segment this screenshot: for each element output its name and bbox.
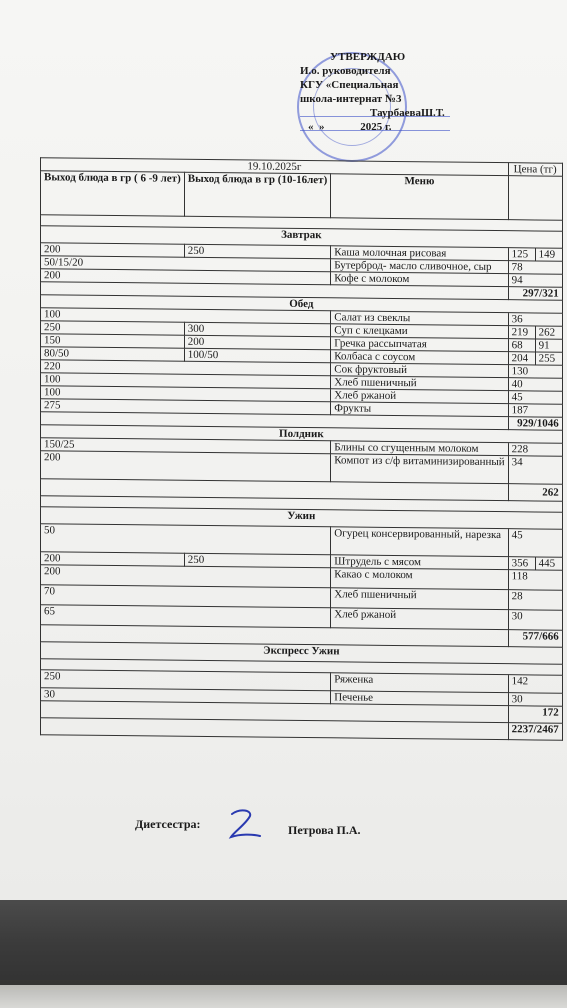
price-young: 45 — [508, 529, 562, 558]
price-header: Цена (тг) — [508, 163, 562, 177]
section-total: 262 — [508, 484, 562, 502]
portion-older: 250 — [184, 244, 331, 259]
price-young: 204 — [508, 352, 535, 365]
price-young: 356 — [508, 557, 535, 570]
grand-total: 2237/2467 — [508, 723, 562, 741]
price-young: 30 — [508, 610, 562, 631]
portion-young: 100 — [41, 373, 331, 389]
dish-name: Колбаса с соусом — [331, 350, 508, 365]
section-title: Обед — [41, 295, 563, 313]
price-older: 445 — [535, 557, 562, 570]
section-title: Ужин — [41, 507, 563, 529]
section-total: 929/1046 — [508, 417, 562, 431]
section-total: 172 — [508, 706, 562, 724]
menu-header: Меню — [331, 174, 508, 220]
signature-icon — [226, 806, 266, 842]
menu-date: 19.10.2025г — [41, 158, 509, 176]
portion-older: 100/50 — [184, 348, 331, 363]
portion-young: 150/25 — [41, 438, 331, 454]
dish-name: Огурец консервированный, нарезка — [331, 527, 508, 557]
price-young: 187 — [508, 404, 562, 418]
portion-older: 250 — [184, 553, 331, 568]
portion-young: 200 — [41, 243, 185, 258]
approval-org-line2: школа-интернат №3 — [300, 93, 402, 105]
portion-young: 100 — [41, 308, 331, 324]
dish-name: Ряженка — [331, 673, 508, 693]
table-header-row — [41, 171, 563, 220]
price-young: 142 — [508, 675, 562, 694]
price-young: 94 — [508, 274, 562, 288]
portion-young: 200 — [41, 451, 331, 482]
price-young: 30 — [508, 693, 562, 707]
price-header-empty — [508, 176, 562, 221]
portion-young: 50 — [41, 524, 331, 555]
approval-block — [300, 50, 500, 134]
dish-name: Фрукты — [331, 402, 508, 417]
approval-position: И.о. руководителя — [300, 65, 391, 77]
dish-name: Хлеб пшеничный — [331, 376, 508, 391]
portion-young: 220 — [41, 360, 331, 376]
price-young: 125 — [508, 248, 535, 261]
approval-org-line1: КГУ «Специальная — [300, 79, 399, 91]
dish-name: Гречка рассыпчатая — [331, 337, 508, 352]
portion-young: 275 — [41, 399, 331, 415]
portion-older: 300 — [184, 322, 331, 337]
dish-name: Сок фруктовый — [331, 363, 508, 378]
section-title: Полдник — [41, 425, 563, 443]
portion-young: 200 — [41, 269, 331, 285]
price-young: 130 — [508, 365, 562, 379]
dietitian-name: Петрова П.А. — [288, 823, 361, 837]
section-total: 297/321 — [508, 287, 562, 301]
portion-young: 65 — [41, 605, 331, 628]
section-title: Завтрак — [41, 226, 563, 248]
portion-young: 30 — [41, 688, 331, 704]
dish-name: Кофе с молоком — [331, 272, 508, 287]
price-young: 40 — [508, 378, 562, 392]
portion-young: 150 — [41, 334, 185, 349]
portion-young: 70 — [41, 585, 331, 608]
price-young: 28 — [508, 590, 562, 611]
portion-young: 50/15/20 — [41, 256, 331, 272]
menu-table — [40, 157, 563, 740]
portion-young: 250 — [41, 321, 185, 336]
price-older: 91 — [535, 339, 562, 352]
dish-name: Каша молочная рисовая — [331, 246, 508, 261]
price-young: 228 — [508, 443, 562, 457]
background-edge — [0, 985, 567, 1008]
price-young: 78 — [508, 261, 562, 275]
portion-young: 80/50 — [41, 347, 185, 362]
section-total: 577/666 — [508, 630, 562, 648]
price-young: 45 — [508, 391, 562, 405]
section-title: Экспресс Ужин — [41, 642, 563, 664]
price-young: 34 — [508, 456, 562, 485]
dish-name: Блины со сгущенным молоком — [331, 441, 508, 456]
price-older: 149 — [535, 248, 562, 261]
price-older: 255 — [535, 352, 562, 365]
dish-name: Салат из свеклы — [331, 311, 508, 326]
dish-name: Хлеб пшеничный — [331, 588, 508, 610]
dish-name: Бутерброд- масло сливочное, сыр — [331, 259, 508, 274]
portion-young: 250 — [41, 670, 331, 691]
col1-header: Выход блюда в гр ( 6 -9 лет) — [41, 171, 185, 217]
dish-name: Суп с клецками — [331, 324, 508, 339]
price-young: 36 — [508, 313, 562, 327]
portion-young: 200 — [41, 552, 185, 567]
approval-title: УТВЕРЖДАЮ — [330, 51, 406, 63]
dish-name: Печенье — [331, 691, 508, 706]
col2-header: Выход блюда в гр (10-16лет) — [184, 172, 331, 218]
dietitian-label: Диетсестра: — [135, 817, 201, 831]
dish-name: Штрудель с мясом — [331, 555, 508, 570]
portion-young: 200 — [41, 565, 331, 588]
portion-older: 200 — [184, 335, 331, 350]
price-older: 262 — [535, 326, 562, 339]
portion-young: 100 — [41, 386, 331, 402]
dish-name: Какао с молоком — [331, 568, 508, 590]
price-young: 68 — [508, 339, 535, 352]
dish-name: Хлеб ржаной — [331, 389, 508, 404]
dish-name: Хлеб ржаной — [331, 608, 508, 630]
dish-name: Компот из с/ф витаминизированный — [331, 454, 508, 484]
approval-date: « » 2025 г. — [308, 121, 392, 133]
approval-signatory: ТаурбаеваШ.Т. — [370, 107, 445, 119]
price-young: 118 — [508, 570, 562, 591]
price-young: 219 — [508, 326, 535, 339]
